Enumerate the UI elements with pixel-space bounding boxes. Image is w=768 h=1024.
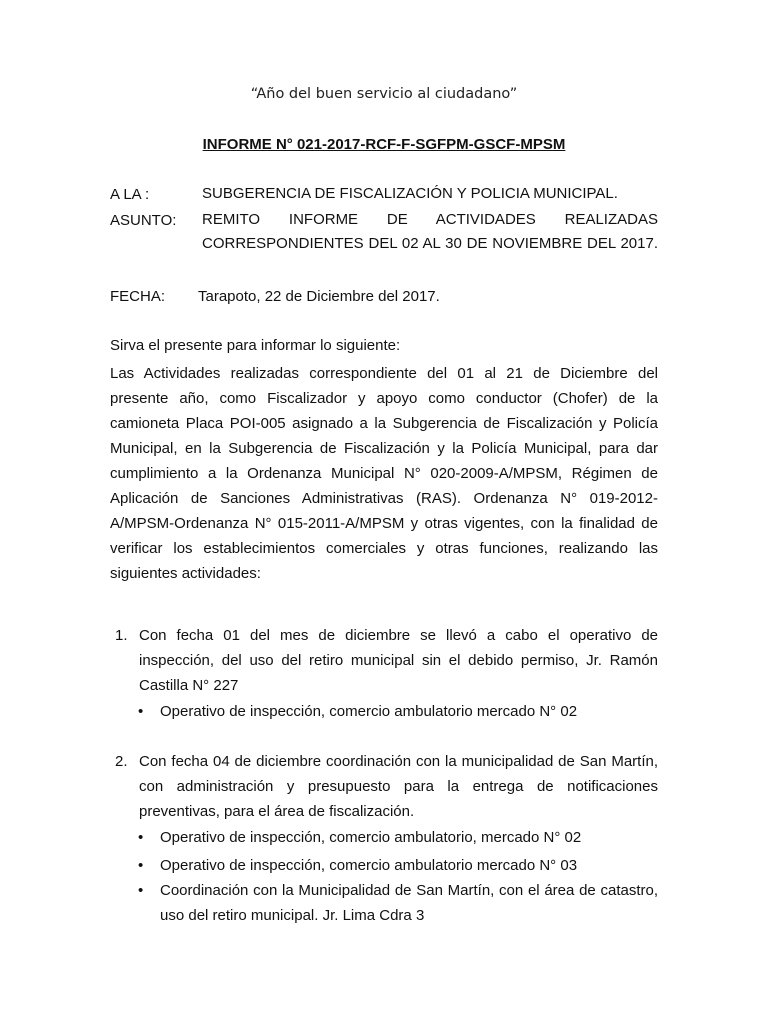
bullet-text: Coordinación con la Municipalidad de San Martín, con el área de catastro, uso del retiro municipal. Jr. Lima Cdra 3 (160, 882, 658, 924)
item-text: Con fecha 04 de diciembre coordinación con la municipalidad de San Martín, con administración y presupuesto para la entrega de notificaciones preventivas, para el área de fiscalización. (139, 753, 658, 820)
item-text: Con fecha 01 del mes de diciembre se llevó a cabo el operativo de inspección, del uso del retiro municipal sin el debido permiso, Jr. Ramón Castilla N° 227 (139, 627, 658, 694)
bullet-icon: • (138, 829, 144, 846)
subject-value: REMITO INFORME DE ACTIVIDADES REALIZADAS CORRESPONDIENTES DEL 02 AL 30 DE NOVIEMBRE DEL 2017. (202, 211, 658, 252)
bullet-text: Operativo de inspección, comercio ambulatorio mercado N° 03 (160, 857, 578, 874)
report-title: INFORME N° 021-2017-RCF-F-SGFPM-GSCF-MPSM (202, 136, 566, 153)
date-value: Tarapoto, 22 de Diciembre del 2017. (198, 288, 440, 305)
bullet-icon: • (138, 703, 144, 720)
item-number: 1. (115, 627, 128, 644)
item-number: 2. (115, 753, 128, 770)
date-label: FECHA: (110, 288, 166, 305)
body-paragraph: Las Actividades realizadas correspondiente del 01 al 21 de Diciembre del presente año, como Fiscalizador y apoyo como conductor (Chofer) de la camioneta Placa POI-005 asignado a la Subgerencia de Fiscalización y Policía Municipal, en la Subgerencia de Fiscalización y la Policía Municipal, para dar cumplimiento a la Ordenanza Municipal N° 020-2009-A/MPSM, Régimen de Aplicación de Sanciones Administrativas (RAS). Ordenanza N° 019-2012-A/MPSM-Ordenanza N° 015-2011-A/MPSM y otras vigentes, con la finalidad de verificar los establecimientos comerciales y otras funciones, realizando las siguientes actividades: (110, 365, 658, 582)
bullet-text: Operativo de inspección, comercio ambulatorio mercado N° 02 (160, 703, 578, 720)
to-value: SUBGERENCIA DE FISCALIZACIÓN Y POLICIA MUNICIPAL. (202, 185, 618, 202)
bullet-icon: • (138, 882, 144, 899)
bullet-icon: • (138, 857, 144, 874)
year-motto: “Año del buen servicio al ciudadano” (250, 86, 518, 102)
to-label: A LA : (110, 186, 150, 203)
intro-line: Sirva el presente para informar lo siguiente: (110, 337, 401, 354)
subject-label: ASUNTO: (110, 212, 177, 229)
bullet-text: Operativo de inspección, comercio ambulatorio, mercado N° 02 (160, 829, 582, 846)
